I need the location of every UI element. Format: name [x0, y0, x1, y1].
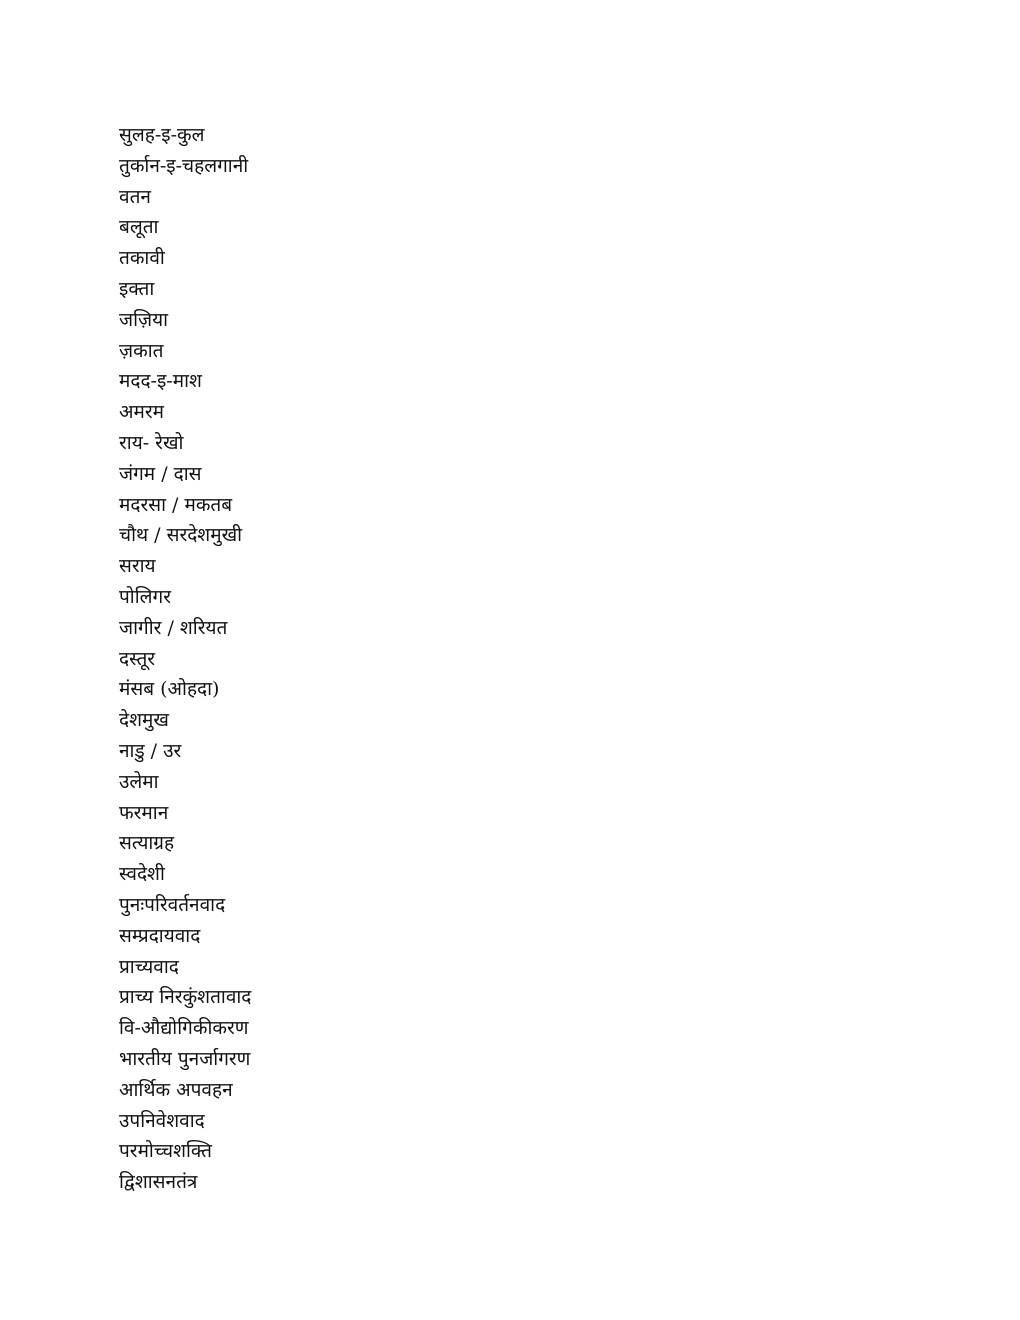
term-item: तकावी	[119, 247, 165, 270]
term-item: मंसब (ओहदा)	[119, 678, 220, 701]
term-list	[119, 120, 251, 1198]
term-item: जज़िया	[119, 308, 169, 331]
term-item: उलेमा	[119, 770, 159, 793]
term-item: सम्प्रदायवाद	[119, 924, 201, 947]
term-item: अमरम	[119, 401, 165, 424]
term-item: प्राच्य निरकुंशतावाद	[119, 986, 252, 1009]
term-item: सुलह-इ-कुल	[119, 124, 205, 146]
term-item: तुर्कान-इ-चहलगानी	[119, 154, 249, 177]
term-item: परमोच्चशक्ति	[119, 1140, 212, 1163]
term-item: ज़कात	[119, 339, 164, 362]
term-item: इक्ता	[119, 277, 155, 300]
term-item: जागीर / शरियत	[119, 616, 228, 639]
term-item: पुनःपरिवर्तनवाद	[119, 893, 226, 916]
term-item: बलूता	[119, 216, 159, 239]
term-item: फरमान	[119, 801, 169, 824]
term-item: मदरसा / मकतब	[119, 493, 233, 516]
term-item: आर्थिक अपवहन	[119, 1078, 233, 1101]
term-item: वतन	[119, 185, 151, 208]
term-item: द्विशासनतंत्र	[119, 1171, 198, 1194]
term-item: जंगम / दास	[119, 462, 202, 485]
term-item: उपनिवेशवाद	[119, 1109, 205, 1132]
term-item: सराय	[119, 555, 156, 578]
term-item: पोलिगर	[119, 585, 171, 608]
term-item: भारतीय पुनर्जागरण	[119, 1047, 251, 1070]
term-item: मदद-इ-माश	[119, 370, 202, 393]
term-item: देशमुख	[119, 709, 169, 732]
term-item: राय- रेखो	[119, 431, 184, 454]
term-item: वि-औद्योगिकीकरण	[119, 1017, 249, 1040]
term-item: प्राच्यवाद	[119, 955, 179, 978]
term-item: नाडु / उर	[119, 739, 182, 762]
term-item: स्वदेशी	[119, 863, 165, 886]
term-item: सत्याग्रह	[119, 832, 175, 855]
term-item: दस्तूर	[119, 647, 156, 670]
term-item: चौथ / सरदेशमुखी	[119, 524, 243, 547]
